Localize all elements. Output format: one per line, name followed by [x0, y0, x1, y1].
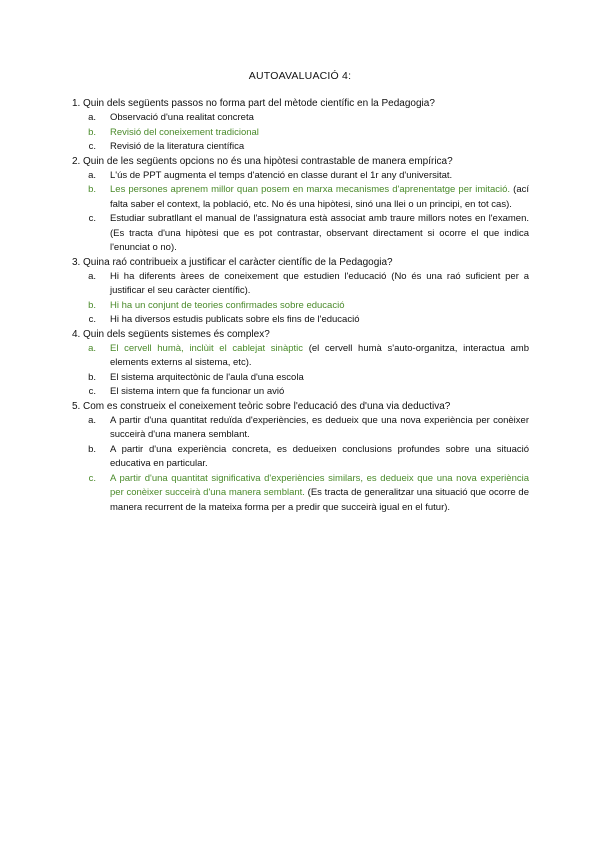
option-item — [72, 371, 529, 386]
option-text: Observació d'una realitat concreta — [110, 112, 254, 123]
option-letter: b. — [88, 184, 96, 195]
option-text: Revisió de la literatura científica — [110, 141, 245, 152]
option-item — [72, 385, 529, 400]
option-item — [72, 472, 529, 516]
option-text: Estudiar subratllant el manual de l'assignatura està associat amb traure millors notes en l'examen. (Es tracta d'una hipòtesi que es pot contrastar, observant directament si ocorre el que indica l'enunciat o no). — [110, 213, 529, 253]
question-line — [72, 155, 529, 169]
option-body — [110, 443, 529, 472]
option-letter: c. — [88, 314, 96, 325]
correct-answer-text: Revisió del coneixement tradicional — [110, 126, 259, 138]
option-list — [72, 414, 529, 516]
question-5 — [72, 400, 529, 516]
question-text: Quin dels següents sistemes és complex? — [83, 328, 270, 340]
option-body — [110, 313, 529, 328]
option-list — [72, 342, 529, 400]
option-body — [110, 472, 529, 516]
option-item — [72, 183, 529, 212]
option-item — [72, 299, 529, 314]
option-item — [72, 212, 529, 256]
explanation-text: (Es tracta de generalitzar una situació que ocorre de manera recurrent de la mateixa forma per a predir que succeirà igual en el futur). — [110, 487, 529, 513]
option-item — [72, 313, 529, 328]
option-letter: b. — [88, 299, 96, 311]
option-letter: a. — [88, 112, 96, 123]
document-title: AUTOAVALUACIÓ 4: — [248, 70, 352, 82]
option-letter: a. — [88, 270, 96, 282]
option-text: Hi ha diferents àrees de coneixement que estudien l'educació (No és una raó suficient per a justificar el seu caràcter científic). — [110, 270, 529, 296]
option-letter: a. — [88, 342, 96, 354]
question-number: 1. — [72, 98, 81, 109]
option-body — [110, 371, 529, 386]
question-line — [72, 256, 529, 270]
question-text: Quin dels següents passos no forma part del mètode científic en la Pedagogia? — [83, 98, 435, 109]
correct-answer-text: Hi ha un conjunt de teories confirmades sobre educació — [110, 299, 345, 311]
option-body — [110, 111, 529, 126]
question-number: 2. — [72, 155, 81, 167]
question-line — [72, 97, 529, 111]
question-4 — [72, 328, 529, 400]
question-text: Quina raó contribueix a justificar el caràcter científic de la Pedagogia? — [83, 256, 393, 268]
option-text: L'ús de PPT augmenta el temps d'atenció en classe durant el 1r any d'universitat. — [110, 169, 453, 181]
option-body — [110, 385, 529, 400]
option-body — [110, 342, 529, 371]
option-text: A partir d'una quantitat reduïda d'experiències, es dedueix que una nova experiència per conèixer succeirà d'una manera semblant. — [110, 414, 529, 440]
option-list — [72, 111, 529, 155]
option-body — [110, 183, 529, 212]
question-line — [72, 400, 529, 414]
option-item — [72, 342, 529, 371]
option-letter: a. — [88, 169, 96, 181]
question-3 — [72, 256, 529, 328]
correct-answer-text: A partir d'una quantitat significativa d'experiències similars, es dedueix que una nova experiència per conèixer succeirà d'una manera semblant. — [110, 472, 529, 498]
option-letter: c. — [88, 213, 96, 224]
option-letter: c. — [88, 386, 96, 397]
question-text: Quin de les següents opcions no és una hipòtesi contrastable de manera empírica? — [83, 155, 453, 167]
option-body — [110, 126, 529, 141]
option-letter: b. — [88, 371, 96, 383]
correct-answer-text: Les persones aprenem millor quan posem en marxa mecanismes d'aprenentatge per imitació. — [110, 184, 511, 195]
option-body — [110, 414, 529, 443]
option-body — [110, 299, 529, 314]
option-body — [110, 140, 529, 155]
option-list — [72, 270, 529, 328]
question-list — [72, 97, 529, 515]
option-letter: c. — [88, 472, 96, 484]
correct-answer-text: El cervell humà, inclùit el cablejat sinàptic — [110, 342, 304, 354]
option-text: Hi ha diversos estudis publicats sobre els fins de l'educació — [110, 314, 360, 325]
question-line — [72, 328, 529, 342]
option-item — [72, 443, 529, 472]
option-letter: a. — [88, 414, 96, 426]
question-number: 3. — [72, 256, 81, 268]
question-number: 5. — [72, 400, 81, 412]
question-1 — [72, 97, 529, 155]
option-body — [110, 169, 529, 184]
option-text: El sistema intern que fa funcionar un avió — [110, 386, 285, 397]
explanation-text: (ací falta saber el context, la població, etc. No és una hipòtesi, sinó una llei o un principi, en tot cas). — [110, 184, 529, 210]
explanation-text: (el cervell humà s'auto-organitza, interactua amb elements externs al sistema, etc). — [110, 342, 529, 368]
option-text: A partir d'una experiència concreta, es dedueixen conclusions profundes sobre una situació educativa en particular. — [110, 443, 529, 469]
option-body — [110, 212, 529, 256]
question-2 — [72, 155, 529, 256]
option-letter: b. — [88, 126, 96, 138]
option-text: El sistema arquitectònic de l'aula d'una escola — [110, 371, 304, 383]
option-item — [72, 140, 529, 155]
option-item — [72, 270, 529, 299]
option-item — [72, 414, 529, 443]
option-letter: b. — [88, 443, 96, 455]
option-item — [72, 111, 529, 126]
question-number: 4. — [72, 328, 81, 340]
option-letter: c. — [88, 141, 96, 152]
option-body — [110, 270, 529, 299]
option-item — [72, 126, 529, 141]
question-text: Com es construeix el coneixement teòric sobre l'educació des d'una via deductiva? — [83, 400, 451, 412]
option-item — [72, 169, 529, 184]
option-list — [72, 169, 529, 256]
